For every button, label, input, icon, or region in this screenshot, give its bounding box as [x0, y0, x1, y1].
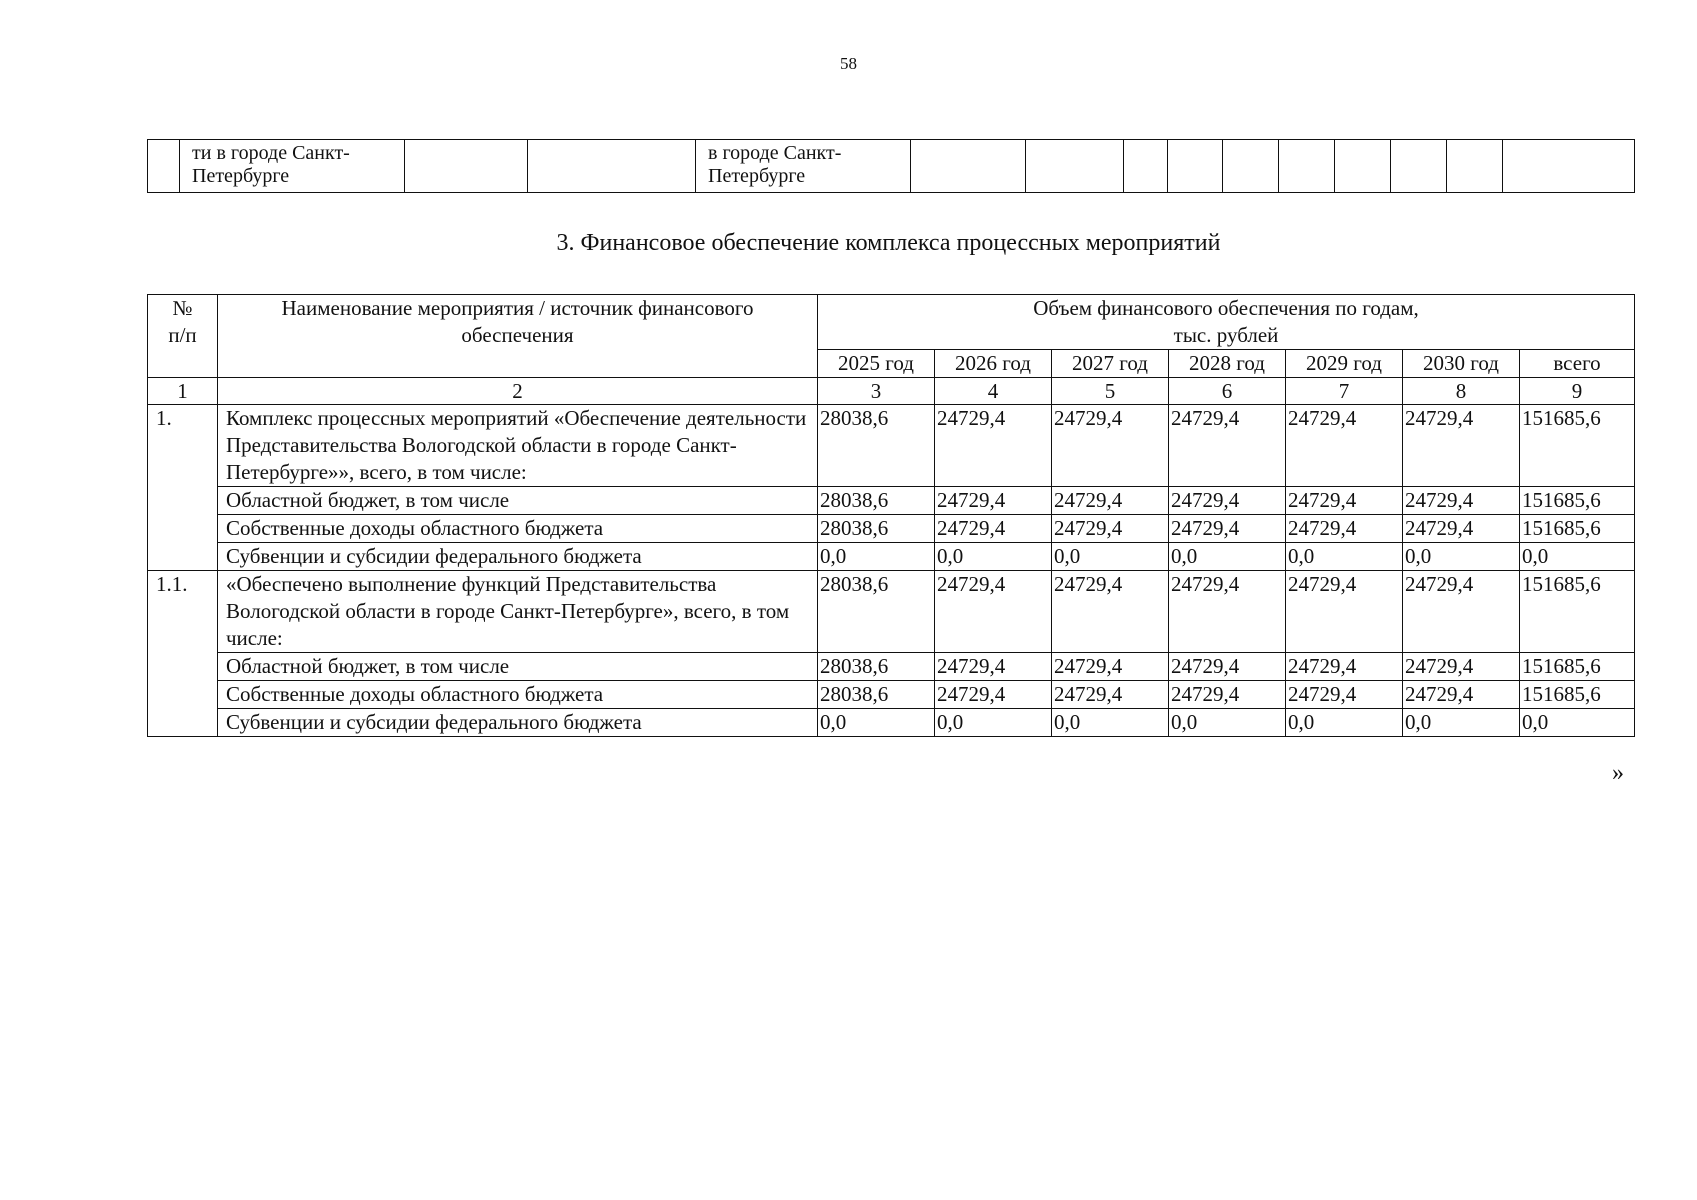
column-number: 6	[1169, 378, 1286, 405]
cont-cell	[1335, 140, 1391, 193]
row-value: 24729,4	[1403, 571, 1520, 653]
row-value: 0,0	[1403, 709, 1520, 737]
row-value: 24729,4	[1403, 653, 1520, 681]
row-value: 24729,4	[935, 487, 1052, 515]
row-value: 0,0	[818, 709, 935, 737]
row-name: Областной бюджет, в том числе	[218, 653, 818, 681]
table-row	[148, 543, 1635, 571]
row-value: 24729,4	[1403, 405, 1520, 487]
page-number: 58	[840, 54, 857, 73]
header-name	[218, 295, 818, 378]
header-year: 2026 год	[935, 350, 1052, 378]
row-value: 24729,4	[1052, 681, 1169, 709]
row-name: «Обеспечено выполнение функций Представительства Вологодской области в городе Санкт-Петербурге», всего, в том числе:	[218, 571, 818, 653]
row-value: 24729,4	[1169, 653, 1286, 681]
header-volume	[818, 295, 1635, 350]
row-value: 24729,4	[1286, 487, 1403, 515]
cont-text-line: ти в городе Санкт-	[192, 142, 350, 164]
cont-cell	[1391, 140, 1447, 193]
column-number: 8	[1403, 378, 1520, 405]
table-row	[148, 571, 1635, 653]
cont-cell	[1124, 140, 1168, 193]
row-value: 0,0	[1169, 543, 1286, 571]
row-value: 0,0	[818, 543, 935, 571]
table-row	[148, 487, 1635, 515]
cont-cell	[1026, 140, 1124, 193]
row-total: 151685,6	[1520, 405, 1635, 487]
cont-cell	[148, 140, 180, 193]
section-title: 3. Финансовое обеспечение комплекса процессных мероприятий	[556, 230, 1221, 256]
row-value: 24729,4	[1169, 405, 1286, 487]
row-value: 24729,4	[935, 571, 1052, 653]
header-year: 2027 год	[1052, 350, 1169, 378]
cont-cell	[1503, 140, 1635, 193]
cont-cell	[1168, 140, 1223, 193]
row-value: 24729,4	[1286, 653, 1403, 681]
row-name: Областной бюджет, в том числе	[218, 487, 818, 515]
column-number: 2	[218, 378, 818, 405]
cont-cell	[911, 140, 1026, 193]
row-value: 24729,4	[1286, 515, 1403, 543]
cont-text-line: Петербурге	[192, 165, 290, 187]
row-value: 28038,6	[818, 515, 935, 543]
row-name: Субвенции и субсидии федерального бюджета	[218, 709, 818, 737]
row-value: 24729,4	[1052, 487, 1169, 515]
cont-cell-location	[696, 140, 911, 193]
header-year: 2028 год	[1169, 350, 1286, 378]
header-year: 2029 год	[1286, 350, 1403, 378]
row-value: 24729,4	[1403, 515, 1520, 543]
row-value: 24729,4	[935, 405, 1052, 487]
column-number: 7	[1286, 378, 1403, 405]
row-value: 24729,4	[1169, 571, 1286, 653]
header-text: Объем финансового обеспечения по годам,	[1033, 296, 1419, 320]
header-row	[148, 295, 1635, 350]
column-number: 9	[1520, 378, 1635, 405]
row-name: Субвенции и субсидии федерального бюджета	[218, 543, 818, 571]
row-total: 151685,6	[1520, 571, 1635, 653]
row-value: 0,0	[1286, 543, 1403, 571]
row-value: 0,0	[1052, 709, 1169, 737]
cont-cell	[1447, 140, 1503, 193]
header-text: тыс. рублей	[1173, 323, 1279, 347]
continuation-row	[148, 140, 1635, 193]
row-value: 24729,4	[1052, 405, 1169, 487]
cont-cell	[1279, 140, 1335, 193]
row-index: 1.1.	[148, 571, 218, 737]
continuation-table	[147, 139, 1635, 193]
row-value: 24729,4	[1169, 681, 1286, 709]
row-total: 151685,6	[1520, 681, 1635, 709]
row-value: 24729,4	[935, 653, 1052, 681]
row-value: 24729,4	[1052, 653, 1169, 681]
row-value: 24729,4	[935, 515, 1052, 543]
row-index: 1.	[148, 405, 218, 571]
row-total: 0,0	[1520, 543, 1635, 571]
row-value: 24729,4	[1052, 571, 1169, 653]
row-value: 28038,6	[818, 653, 935, 681]
table-row	[148, 709, 1635, 737]
cont-cell	[405, 140, 528, 193]
row-total: 0,0	[1520, 709, 1635, 737]
header-num	[148, 295, 218, 378]
row-value: 28038,6	[818, 405, 935, 487]
row-value: 24729,4	[1169, 487, 1286, 515]
row-value: 24729,4	[1169, 515, 1286, 543]
closing-quote: »	[1612, 760, 1624, 786]
cont-cell-name	[180, 140, 405, 193]
cont-text-line: в городе Санкт-	[708, 142, 842, 164]
row-value: 0,0	[1052, 543, 1169, 571]
header-year: 2030 год	[1403, 350, 1520, 378]
table-row	[148, 653, 1635, 681]
row-value: 28038,6	[818, 681, 935, 709]
header-total: всего	[1520, 350, 1635, 378]
row-total: 151685,6	[1520, 653, 1635, 681]
row-value: 24729,4	[1286, 571, 1403, 653]
financing-table	[147, 294, 1635, 737]
row-value: 24729,4	[1403, 681, 1520, 709]
cont-text-line: Петербурге	[708, 165, 806, 187]
table-row	[148, 515, 1635, 543]
column-number: 5	[1052, 378, 1169, 405]
table-row	[148, 405, 1635, 487]
row-value: 0,0	[1403, 543, 1520, 571]
row-value: 0,0	[935, 709, 1052, 737]
row-total: 151685,6	[1520, 515, 1635, 543]
row-value: 24729,4	[1286, 681, 1403, 709]
column-number: 3	[818, 378, 935, 405]
row-total: 151685,6	[1520, 487, 1635, 515]
row-value: 24729,4	[1286, 405, 1403, 487]
cont-cell	[528, 140, 696, 193]
row-value: 0,0	[1169, 709, 1286, 737]
row-value: 28038,6	[818, 571, 935, 653]
header-text: Наименование мероприятия / источник финансового	[281, 296, 754, 320]
row-value: 24729,4	[1052, 515, 1169, 543]
row-name: Собственные доходы областного бюджета	[218, 681, 818, 709]
row-name: Собственные доходы областного бюджета	[218, 515, 818, 543]
column-numbers-row	[148, 378, 1635, 405]
row-value: 24729,4	[1403, 487, 1520, 515]
column-number: 4	[935, 378, 1052, 405]
header-year: 2025 год	[818, 350, 935, 378]
header-text: №	[172, 296, 193, 320]
row-value: 28038,6	[818, 487, 935, 515]
row-value: 0,0	[935, 543, 1052, 571]
cont-cell	[1223, 140, 1279, 193]
row-value: 24729,4	[935, 681, 1052, 709]
table-row	[148, 681, 1635, 709]
row-value: 0,0	[1286, 709, 1403, 737]
column-number: 1	[148, 378, 218, 405]
header-text: обеспечения	[461, 323, 574, 347]
header-text: п/п	[168, 323, 197, 347]
row-name: Комплекс процессных мероприятий «Обеспечение деятельности Представительства Вологодской области в городе Санкт-Петербурге»», всего, в том числе:	[218, 405, 818, 487]
